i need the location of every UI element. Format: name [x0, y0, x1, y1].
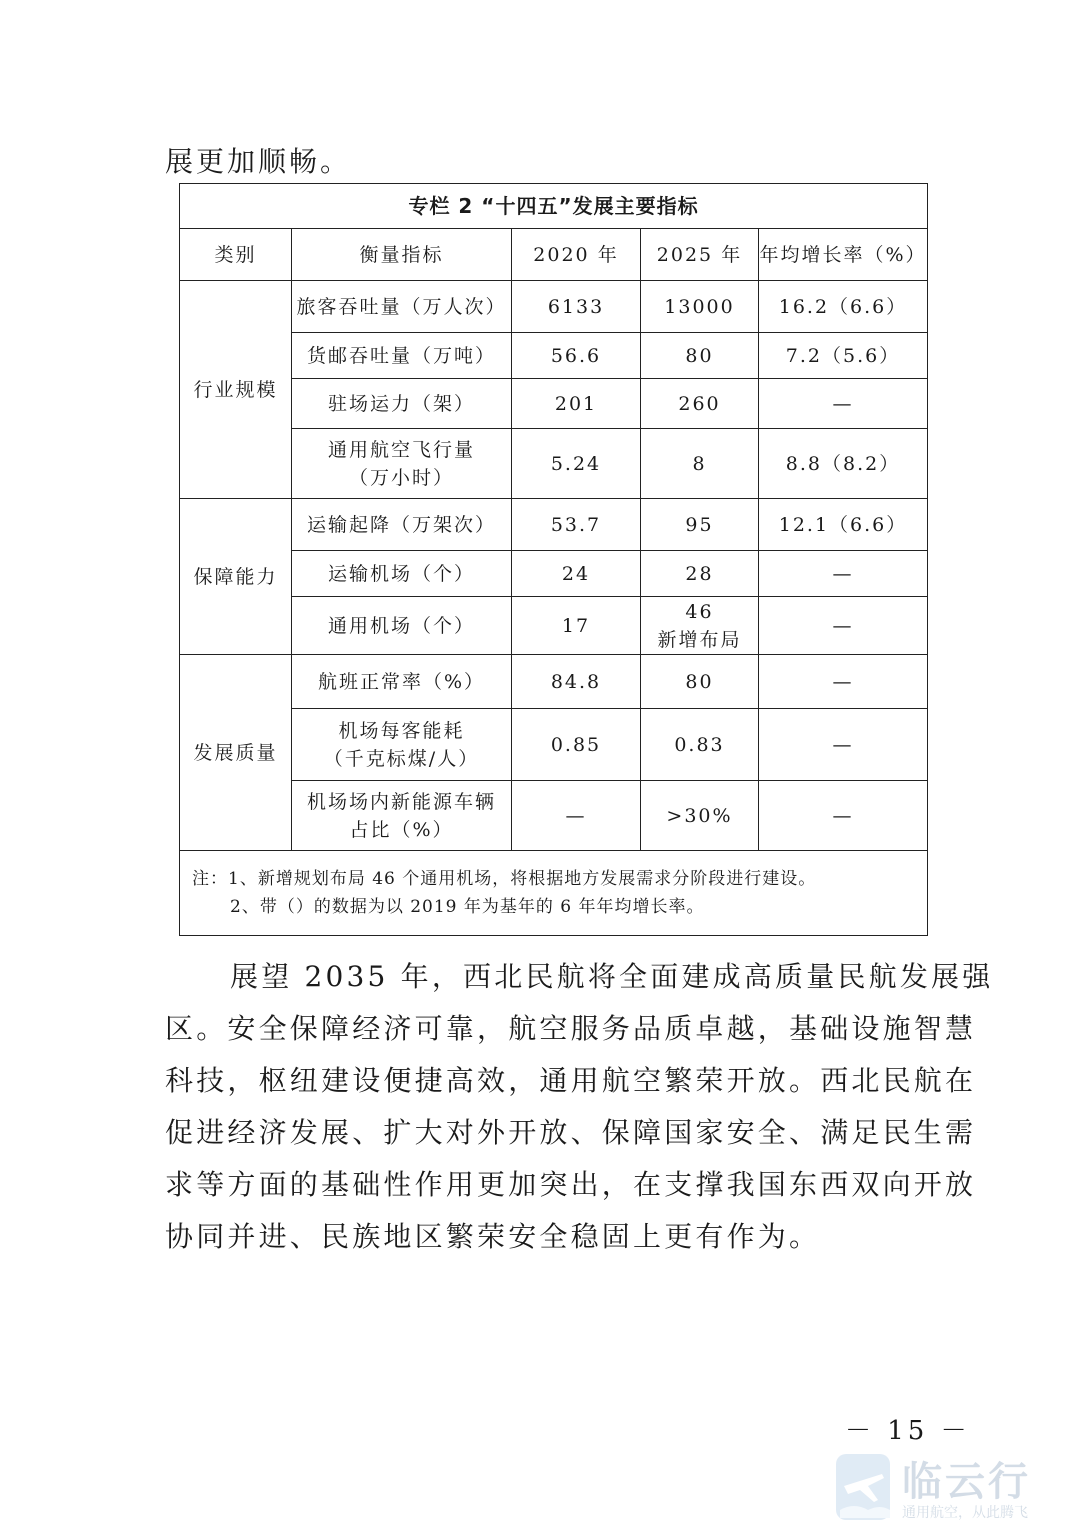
lead-text: 展更加顺畅。	[165, 145, 352, 178]
metric-cell: 旅客吞吐量（万人次）	[292, 281, 512, 333]
metric-cell: 运输机场（个）	[292, 551, 512, 597]
value-2025: >30%	[641, 781, 759, 851]
value-2020: 5.24	[512, 429, 641, 499]
rate-cell: —	[759, 781, 928, 851]
value-2025: 260	[641, 379, 759, 429]
note-line: 注：1、新增规划布局 46 个通用机场，将根据地方发展需求分阶段进行建设。	[192, 869, 817, 889]
category-cell: 保障能力	[180, 499, 292, 655]
metric-cell	[292, 429, 512, 499]
value-2020: 53.7	[512, 499, 641, 551]
table-notes	[180, 851, 928, 936]
table-row	[180, 655, 928, 709]
body-line: 区。安全保障经济可靠，航空服务品质卓越，基础设施智慧	[165, 1012, 977, 1045]
watermark	[832, 1448, 1072, 1528]
rate-cell: —	[759, 597, 928, 655]
table-row	[180, 709, 928, 781]
table-row	[180, 499, 928, 551]
value-line: 新增布局	[657, 628, 742, 651]
metric-line: 占比（%）	[349, 818, 454, 841]
rate-cell: 8.8（8.2）	[759, 429, 928, 499]
value-2020: —	[512, 781, 641, 851]
value-2020: 6133	[512, 281, 641, 333]
table-row	[180, 281, 928, 333]
metric-line: 机场场内新能源车辆	[306, 790, 496, 813]
note-line: 2、带（）的数据为以 2019 年为基年的 6 年年均增长率。	[230, 897, 705, 917]
table-row	[180, 333, 928, 379]
airplane-icon	[834, 1452, 894, 1524]
rate-cell: —	[759, 655, 928, 709]
value-2020: 17	[512, 597, 641, 655]
rate-cell: 12.1（6.6）	[759, 499, 928, 551]
value-2020: 56.6	[512, 333, 641, 379]
body-line: 协同并进、民族地区繁荣安全稳固上更有作为。	[165, 1220, 821, 1253]
metric-cell: 通用机场（个）	[292, 597, 512, 655]
rate-cell: 7.2（5.6）	[759, 333, 928, 379]
value-2025: 8	[641, 429, 759, 499]
header-rate: 年均增长率（%）	[759, 229, 928, 281]
value-2025: 28	[641, 551, 759, 597]
metric-cell: 货邮吞吐量（万吨）	[292, 333, 512, 379]
metric-line: （千克标煤/人）	[323, 747, 480, 770]
value-2025: 0.83	[641, 709, 759, 781]
metric-cell	[292, 781, 512, 851]
header-category: 类别	[180, 229, 292, 281]
table-row	[180, 379, 928, 429]
rate-cell: —	[759, 379, 928, 429]
indicator-table	[179, 183, 928, 936]
body-line: 促进经济发展、扩大对外开放、保障国家安全、满足民生需	[165, 1116, 977, 1149]
body-line: 展望 2035 年，西北民航将全面建成高质量民航发展强	[230, 960, 994, 993]
value-2025: 80	[641, 655, 759, 709]
value-line: 46	[685, 600, 714, 623]
header-2025: 2025 年	[641, 229, 759, 281]
header-2020: 2020 年	[512, 229, 641, 281]
metric-line: 通用航空飞行量	[327, 438, 475, 461]
value-2025: 80	[641, 333, 759, 379]
table-row	[180, 781, 928, 851]
watermark-name: 临云行	[902, 1459, 1031, 1505]
value-2020: 24	[512, 551, 641, 597]
rate-cell: —	[759, 551, 928, 597]
rate-cell: —	[759, 709, 928, 781]
metric-line: 机场每客能耗	[338, 719, 465, 742]
table-row	[180, 597, 928, 655]
body-line: 求等方面的基础性作用更加突出，在支撑我国东西双向开放	[165, 1168, 977, 1201]
category-cell: 发展质量	[180, 655, 292, 851]
metric-cell: 驻场运力（架）	[292, 379, 512, 429]
metric-cell	[292, 709, 512, 781]
category-cell: 行业规模	[180, 281, 292, 499]
table-header-row	[180, 229, 928, 281]
table-row	[180, 429, 928, 499]
page-number: － 15 －	[845, 1416, 971, 1446]
header-metric: 衡量指标	[292, 229, 512, 281]
body-line: 科技，枢纽建设便捷高效，通用航空繁荣开放。西北民航在	[165, 1064, 977, 1097]
value-2020: 201	[512, 379, 641, 429]
value-2020: 84.8	[512, 655, 641, 709]
metric-cell: 航班正常率（%）	[292, 655, 512, 709]
watermark-tagline: 通用航空，从此腾飞	[902, 1505, 1028, 1521]
value-2020: 0.85	[512, 709, 641, 781]
value-2025: 95	[641, 499, 759, 551]
rate-cell: 16.2（6.6）	[759, 281, 928, 333]
table-title: 专栏 2 “十四五”发展主要指标	[180, 184, 928, 229]
value-2025	[641, 597, 759, 655]
value-2025: 13000	[641, 281, 759, 333]
table-row	[180, 551, 928, 597]
metric-cell: 运输起降（万架次）	[292, 499, 512, 551]
metric-line: （万小时）	[348, 466, 454, 489]
